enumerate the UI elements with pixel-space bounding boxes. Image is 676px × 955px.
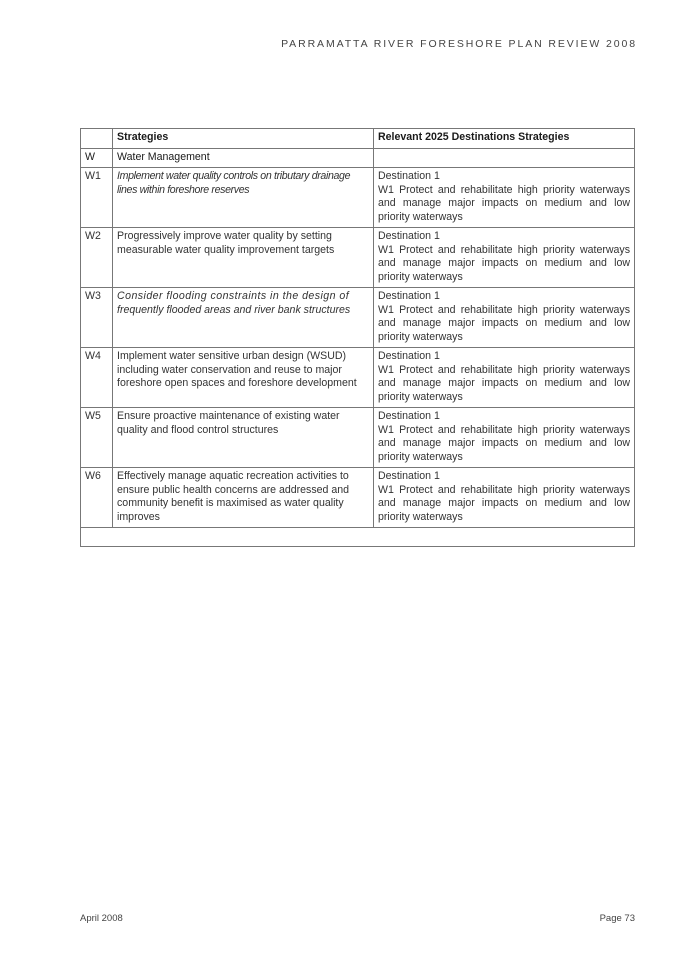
table-row: [81, 408, 635, 468]
table-row: [81, 468, 635, 528]
row-code: W2: [81, 228, 113, 288]
row-code: W3: [81, 288, 113, 348]
header-strategies: Strategies: [113, 129, 374, 149]
row-destination: Destination 1: [378, 470, 440, 482]
section-row: [81, 148, 635, 168]
row-relevant-strategy: W1 Protect and rehabilitate high priority waterways and manage major impacts on medium and low priority waterways: [378, 243, 630, 283]
section-title: Water Management: [113, 148, 374, 168]
table-row: [81, 228, 635, 288]
table-header-row: [81, 129, 635, 149]
footer-date: April 2008: [80, 913, 123, 924]
row-relevant-cell: [374, 408, 635, 468]
row-strategy: Effectively manage aquatic recreation activities to ensure public health concerns are addressed and community benefit is maximised as water quality improves: [113, 468, 374, 528]
empty-table-cell: [81, 528, 635, 547]
row-code: W4: [81, 348, 113, 408]
row-relevant-strategy: W1 Protect and rehabilitate high priority waterways and manage major impacts on medium and low priority waterways: [378, 303, 630, 343]
row-code: W1: [81, 168, 113, 228]
row-strategy: Progressively improve water quality by setting measurable water quality improvement targets: [113, 228, 374, 288]
row-relevant-strategy: W1 Protect and rehabilitate high priority waterways and manage major impacts on medium and low priority waterways: [378, 363, 630, 403]
section-empty-cell: [374, 148, 635, 168]
row-strategy: Implement water sensitive urban design (WSUD) including water conservation and reuse to major foreshore open spaces and foreshore development: [113, 348, 374, 408]
row-relevant-cell: [374, 348, 635, 408]
row-code: W6: [81, 468, 113, 528]
table-row: [81, 288, 635, 348]
row-strategy-line-1: Consider flooding constraints in the design of: [117, 290, 350, 302]
row-destination: Destination 1: [378, 350, 440, 362]
empty-table-row: [81, 528, 635, 547]
row-relevant-cell: [374, 288, 635, 348]
table-row: [81, 168, 635, 228]
row-strategy: Ensure proactive maintenance of existing water quality and flood control structures: [113, 408, 374, 468]
header-code-cell: [81, 129, 113, 149]
row-relevant-strategy: W1 Protect and rehabilitate high priority waterways and manage major impacts on medium and low priority waterways: [378, 423, 630, 463]
table-row: [81, 348, 635, 408]
footer-page-number: Page 73: [599, 913, 635, 924]
row-relevant-strategy: W1 Protect and rehabilitate high priority waterways and manage major impacts on medium and low priority waterways: [378, 483, 630, 523]
row-strategy-line-2: frequently flooded areas and river bank structures: [117, 303, 351, 316]
row-relevant-cell: [374, 168, 635, 228]
row-strategy: Implement water quality controls on tributary drainage lines within foreshore reserves: [113, 168, 374, 228]
row-destination: Destination 1: [378, 410, 440, 422]
row-destination: Destination 1: [378, 230, 440, 242]
section-code: W: [81, 148, 113, 168]
row-relevant-strategy: W1 Protect and rehabilitate high priority waterways and manage major impacts on medium and low priority waterways: [378, 183, 630, 223]
row-relevant-cell: [374, 228, 635, 288]
row-destination: Destination 1: [378, 170, 440, 182]
row-relevant-cell: [374, 468, 635, 528]
running-header: PARRAMATTA RIVER FORESHORE PLAN REVIEW 2008: [281, 38, 637, 50]
row-destination: Destination 1: [378, 290, 440, 302]
header-relevant-strategies: Relevant 2025 Destinations Strategies: [374, 129, 635, 149]
strategies-table: [80, 128, 635, 547]
row-code: W5: [81, 408, 113, 468]
row-strategy: [113, 288, 374, 348]
